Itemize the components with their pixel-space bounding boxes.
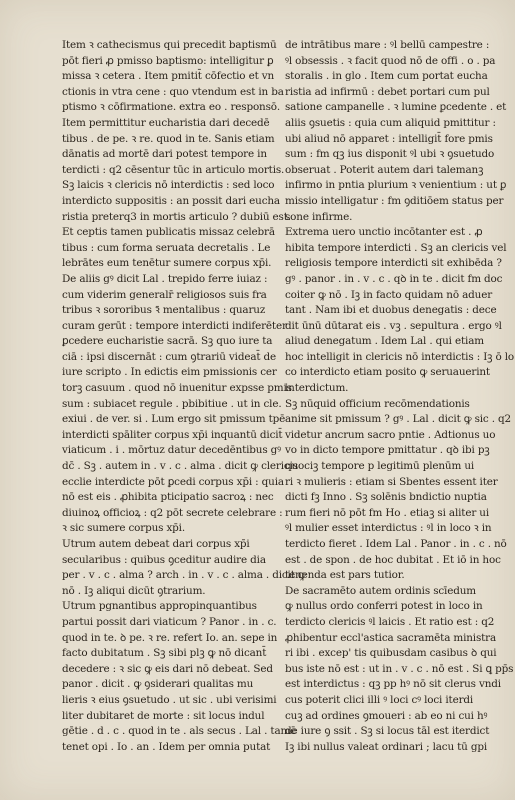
text-line: Sꝫ nūquid officium recōmendationis [285,397,470,410]
text-line: Sꝫ laicis ꝛ clericis nō interdictis : sed loco [62,179,275,192]
text-line: gētie . d . c . quod in te . als secus . Lal . tamē [62,725,297,738]
left-text-column [62,38,306,755]
text-line: ptismo ꝛ cōfirmatione. extra eo . responsō. [62,101,281,114]
text-line: est . de spon . de hoc dubitat . Et iō in hoc [285,553,501,566]
text-line: nō . Iꝫ aliqui dicūt ꝯtrarium. [62,584,206,597]
text-line: obseruat . Poterit autem dari talemanꝫ [285,163,484,176]
text-line: lebrātes eum tenētur sumere corpus xp̄i. [62,257,272,270]
text-line: terdicti : q2 cēsentur tūc in articulo mortis. [62,163,285,176]
text-line: dit ūnū dūtarat eis . vꝫ . sepultura . ergo ꝰl [285,319,502,332]
text-line: missio intelligatur : fm ꝯditiōem status per [285,194,504,207]
text-line: partui possit dari viaticum ? Panor . in . c. [62,615,277,628]
text-line: lieris ꝛ eius ꝯsuetudo . ut sic . ubi verisimi [62,693,277,706]
text-line: Et ceptis tamen publicatis missaz celebrā [62,226,275,239]
text-line: Utrum autem debeat dari corpus xp̄i [62,538,250,550]
text-line: interdicto suppositis : an possit dari eucha [62,194,280,207]
text-line: iure scripto . In edictis eim pmissionis cer [62,366,277,379]
text-line: ri ibi . excep' tis quibusdam casibus ꝺ qui [285,647,497,660]
text-line: ꝰl obsessis . ꝛ facit quod nō de offi . o . pa [285,54,496,67]
text-line: gꝰ . panor . in . v . c . qꝺ in te . dicit fm doc [285,272,503,285]
text-line: anime sit pmissum ? gꝰ . Lal . dicit ꝙ sic . q2 [285,413,512,426]
text-line: quod in te. ꝺ pe. ꝛ re. refert Io. an. sepe in [62,631,278,644]
text-line: ri ꝛ mulieris : etiam si Sbentes essent iter [285,475,498,488]
text-line: pōt fieri ꝓ pmisso baptismo: intelligitur ꝑ [62,54,274,67]
text-line: aliud denegatum . Idem Lal . qui etiam [285,335,484,348]
text-line: Item ꝛ cathecismus qui precedit baptismū [62,39,277,51]
text-line: sum : subiacet regule . pbibitiue . ut in cle. [62,397,282,410]
text-line: De aliis gꝰ dicit Lal . trepido ferre iuiaz : [62,272,268,285]
text-line: tibus : cum forma seruata decretalis . Le [62,241,271,254]
text-line: ꝑcedere eucharistie sacrā. Sꝫ quo iure ta [62,335,273,348]
text-line: interdicti spāliter corpus xp̄i inquantū dicit̄ [62,428,283,441]
text-line: diuinoꝝ officioꝝ : q2 pōt secrete celebrare : [62,506,283,519]
text-line: Extrema uero unctio incōtanter est . ꝓ [285,226,483,239]
text-line: viaticum . i . mōrtuz datur decedēntibus gꝰ [62,444,282,457]
text-line: Utrum pgnantibus appropinquantibus [62,600,257,613]
text-line: de intrātibus mare : ꝰl bellū campestre : [285,39,490,51]
text-line: dc̄ . Sꝫ . autem in . v . c . alma . dicit ꝙ clericis [62,460,298,473]
text-line: ciā : ipsi discernāt : cum ꝯtrariū videat̄ de [62,350,277,363]
text-line: dānatis ad mortē dari potest tempore in [62,148,267,161]
text-line: interdictum. [285,382,349,395]
text-line: ecclie interdicte pōt ꝑcedi corpus xp̄i : quia [62,475,284,488]
text-line: bus iste nō est : ut in . v . c . nō est . Si ꝗ pp̄s [285,662,514,675]
text-line: vo in dicto tempore pmittatur . qꝺ ibi pꝫ [285,444,490,457]
text-line: tenet opi . Io . an . Idem per omnia putat [62,740,271,753]
text-line: ꝰl mulier esset interdictus : ꝰl in loco ꝛ in [285,522,492,535]
text-line: religiosis tempore interdicti sit exhibēda ? [285,257,502,270]
text-line: dicti fꝫ Inno . Sꝫ solēnis bndictio nuptia [285,491,487,504]
text-line: terdicto fieret . Idem Lal . Panor . in . c . nō [285,538,507,550]
text-line: rum fieri nō pōt fm Ho . etiaꝫ si aliter ui [285,506,490,519]
text-line: decedere : ꝛ sic ꝙ eis dari nō debeat. Sed [62,662,273,675]
text-line: cuꝫ ad ordines ꝯmoueri : ab eo ni cui hꝰ [285,709,488,722]
text-line: per . v . c . alma ? arch . in . v . c . alma . dicit ꝙ [62,569,306,582]
text-line: tibus . de pe. ꝛ re. quod in te. Sanis etiam [62,132,275,145]
text-line: tribus ꝛ sororibus ꝛ̄ mentalibus : quaruz [62,304,266,317]
text-line: ꝓhibentur eccl'astica sacramēta ministra [285,631,497,644]
text-line: curam gerūt : tempore interdicti indiferēter [62,319,287,332]
text-line: aliis ꝯsuetis : quia cum aliquid pmittitur : [285,116,496,129]
text-line: nō est eis . ꝓhibita pticipatio sacroꝝ : nec [62,491,274,504]
text-line: quociꝫ tempore p legitimū plenūm ui [285,460,475,473]
text-line: coiter ꝙ nō . Iꝫ in facto quidam nō aduer [285,288,493,301]
text-line: ꝙ nullus ordo conferri potest in loco in [285,600,483,613]
text-line: sone infirme. [285,210,353,223]
text-line: sum : fm qꝫ ius disponit ꝰl ubi ꝛ ꝯsuetudo [285,148,495,161]
text-line: Item permittitur eucharistia dari decedē [62,116,270,129]
text-line: hoc intelligit in clericis nō interdictis : Iꝫ ō lo [285,350,515,363]
text-line: ubi aliud nō apparet : intelligit̄ fore pmis [285,132,493,145]
text-line: tant . Nam ibi et duobus denegatis : dece [285,304,497,317]
text-line: satione campanelle . ꝛ lumine ꝑcedente . et [285,101,507,114]
text-line: videtur ancrum sacro pntie . Adtionus uo [285,428,496,441]
text-line: ꝛ sic sumere corpus xp̄i. [62,522,186,535]
text-line: missa ꝛ cetera . Item pmitit̄ cōfectio et vn [62,70,275,83]
text-line: ctionis in vtra cene : quo vtendum est in ba [62,85,284,98]
text-line: liter dubitaret de morte : sit locus indul [62,709,265,722]
text-line: terdicto clericis ꝰl laicis . Et ratio est : q2 [285,615,495,628]
text-line: secularibus : quibus ꝯceditur audire dia [62,553,266,566]
text-line: cum viderim generalr̄ religiosos suis fra [62,288,267,301]
text-line: infirmo in pntia plurium ꝛ venientium : ut ꝑ [285,179,507,192]
text-line: de iure ꝯ ssit . Sꝫ si locus tāl est iterdict [285,725,490,738]
text-line: hibita tempore interdicti . Sꝫ an clericis vel [285,241,507,254]
text-line: co interdicto etiam posito ꝙ seruauerint [285,366,490,379]
text-line: cus poterit clici illi ꝰ loci cꝰ loci iterdi [285,693,474,706]
text-line: storalis . in glo . Item cum portat eucha [285,70,488,83]
text-line: Iꝫ ibi nullus valeat ordinari ; lacu tū gpi [285,740,488,753]
text-line: ristia preterq3 in mortis articulo ? dubiū est. [62,210,291,223]
text-line: exiui . de ver. si . Lum ergo sit pmissum tpē [62,413,286,426]
text-line: panor . dicit . ꝙ ꝯsiderari qualitas mu [62,678,254,691]
text-line: ristia ad infirmū : debet portari cum pul [285,85,490,98]
text-line: facto dubitatum . Sꝫ sibi plꝫ ꝙ nō dicant̄ [62,647,267,660]
text-line: torꝫ casuum . quod nō inuenitur expsse pmis [62,382,292,395]
text-line: est interdictus : qꝫ pp hꝰ nō sit clerus vndi [285,678,501,691]
text-line: tenenda est pars tutior. [285,569,405,582]
text-line: De sacramēto autem ordinis scīedum [285,584,476,597]
right-text-column [285,38,515,755]
